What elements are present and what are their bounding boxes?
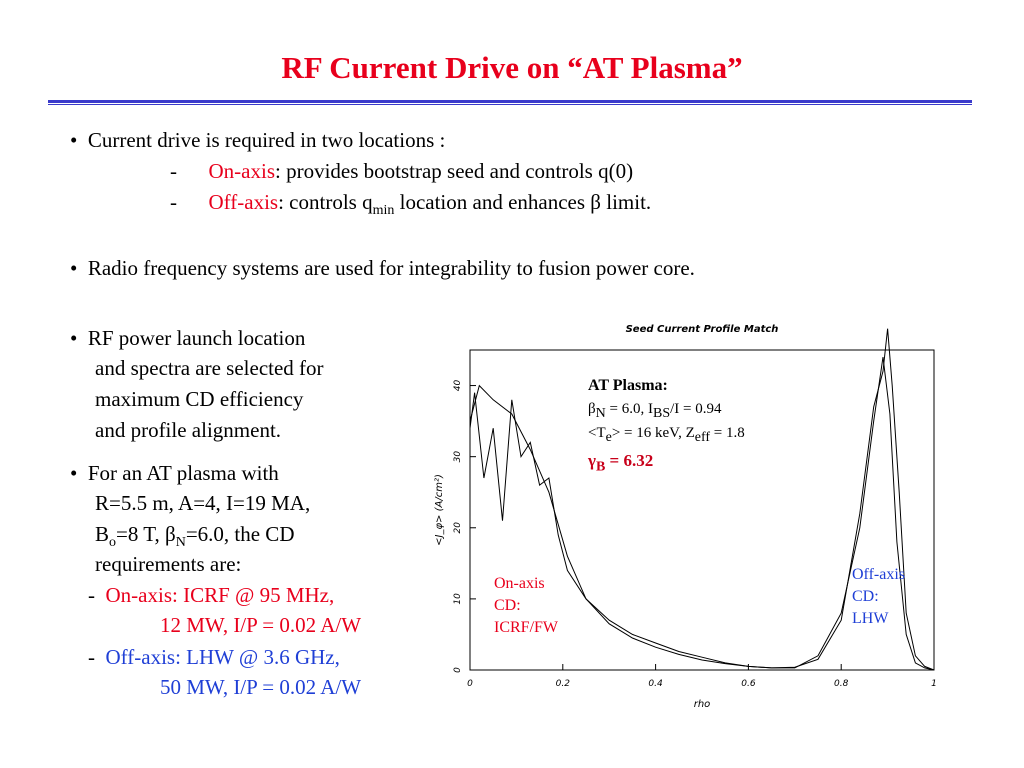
on-axis-cd-label: On-axis CD: ICRF/FW <box>494 575 559 636</box>
sub-bullet-off-axis: - Off-axis: controls $q_{min}$ location and enhances β limit. <box>170 190 652 219</box>
chart-title: Seed Current Profile Match <box>625 324 779 335</box>
x-tick-label: 0.2 <box>555 679 570 689</box>
bullet-rf-power-line3: maximum CD efficiency <box>95 387 304 411</box>
seed-current-chart <box>418 315 948 715</box>
page-title: RF Current Drive on “AT Plasma” <box>281 50 743 85</box>
off-axis-requirement-line2: 50 MW, I/P = 0.02 A/W <box>160 675 362 699</box>
y-tick-label: 30 <box>453 450 463 463</box>
y-tick-label: 10 <box>453 593 463 605</box>
sub-bullet-on-axis: - On-axis: provides bootstrap seed and controls q(0) <box>170 159 634 183</box>
y-tick-label: 0 <box>453 667 463 673</box>
y-axis-label: <J_φ> (A/cm²) <box>434 474 445 546</box>
on-axis-requirement-line2: 12 MW, I/P = 0.02 A/W <box>160 613 362 637</box>
bullet-rf-power: • RF power launch location <box>70 326 306 350</box>
bullet-at-plasma: • For an AT plasma with <box>70 461 279 485</box>
annotation-beta-line: $\beta_N = 6.0$, $I_{BS}/I = 0.94$ <box>588 401 722 421</box>
annotation-gamma-line: $\gamma_B = 6.32$ <box>588 451 654 475</box>
off-axis-requirement: - Off-axis: LHW @ 3.6 GHz, <box>88 645 340 669</box>
bullet-at-plasma-line4: requirements are: <box>95 552 242 576</box>
title-rule-thin <box>48 104 972 105</box>
x-tick-label: 0.6 <box>741 679 756 689</box>
title-rule-thick <box>48 100 972 103</box>
x-tick-label: 1 <box>931 679 937 689</box>
bullet-rf-power-line2: and spectra are selected for <box>95 356 324 380</box>
bullet-radio-frequency: • Radio frequency systems are used for integrability to fusion power core. <box>70 256 695 280</box>
y-tick-label: 20 <box>453 522 463 534</box>
bullet-current-drive: • Current drive is required in two locations : <box>70 128 446 152</box>
x-tick-label: 0.8 <box>834 679 849 689</box>
annotation-te-line: $<T_e> = 16$ keV, $Z_{eff} = 1.8$ <box>588 425 745 445</box>
x-tick-label: 0.4 <box>648 679 663 689</box>
bullet-rf-power-line4: and profile alignment. <box>95 418 282 442</box>
bullet-at-plasma-line3: $B_o=8$ T, $\beta_N=6.0$, the CD <box>95 522 295 551</box>
off-axis-cd-label: Off-axis CD: LHW <box>852 566 906 627</box>
bullet-at-plasma-line2: R=5.5 m, A=4, I=19 MA, <box>95 491 311 515</box>
x-axis-label: rho <box>693 699 711 710</box>
y-tick-label: 40 <box>453 379 463 392</box>
annotation-title: AT Plasma: <box>588 377 668 394</box>
x-tick-label: 0 <box>467 679 473 689</box>
on-axis-requirement: - On-axis: ICRF @ 95 MHz, <box>88 583 335 607</box>
